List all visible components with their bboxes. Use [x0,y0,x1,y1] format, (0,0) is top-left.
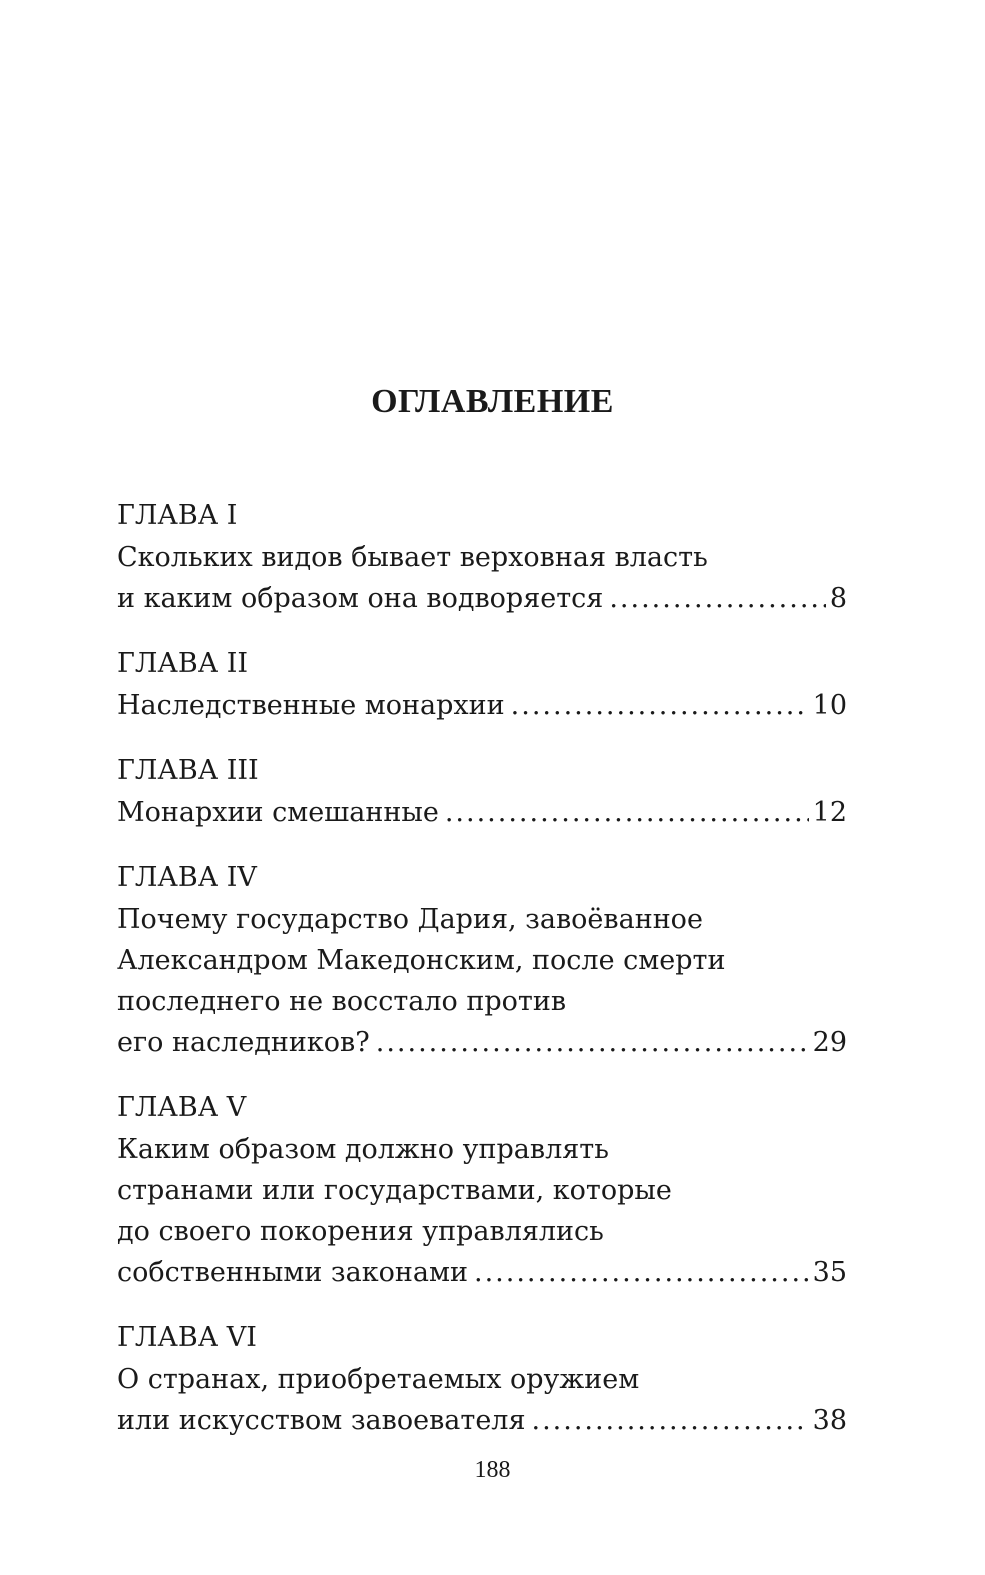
chapter-title-text: О странах, приобретаемых оружием [117,1364,640,1395]
chapter-title-line [117,940,847,981]
chapter-title-text: его наследников? [117,1027,370,1058]
chapter-title-text: и каким образом она водворяется [117,583,604,614]
table-of-contents [117,495,847,1465]
chapter-title-line [117,1170,847,1211]
chapter-page-number: 35 [812,1257,847,1288]
page-title: ОГЛАВЛЕНИЕ [371,383,614,420]
page-number: 188 [474,1457,511,1483]
chapter-title-text: собственными законами [117,1257,468,1288]
chapter-page-number: 12 [812,797,847,828]
chapter-title-line [117,1359,847,1400]
toc-chapter-1 [117,495,847,619]
chapter-title-last-line [117,1252,847,1293]
chapter-label: ГЛАВА III [117,755,259,786]
chapter-title-line [117,537,847,578]
chapter-title-line [117,899,847,940]
chapter-title-last-line [117,792,847,833]
toc-chapter-4 [117,857,847,1063]
chapter-title-line [117,1129,847,1170]
chapter-title-line [117,981,847,1022]
dot-leader [474,1252,809,1293]
chapter-label: ГЛАВА II [117,648,249,679]
chapter-page-number: 10 [812,690,847,721]
dot-leader [511,685,809,726]
chapter-title-last-line [117,1022,847,1063]
dot-leader [376,1022,809,1063]
toc-chapter-6 [117,1317,847,1441]
chapter-title-text: странами или государствами, которые [117,1175,672,1206]
chapter-label: ГЛАВА VI [117,1322,257,1353]
toc-chapter-2 [117,643,847,726]
dot-leader [609,578,825,619]
chapter-title-text: Каким образом должно управлять [117,1134,609,1165]
chapter-title-text: Наследственные монархии [117,690,505,721]
chapter-title-text: Александром Македонским, после смерти [117,945,726,976]
chapter-title-line [117,1211,847,1252]
chapter-label: ГЛАВА V [117,1092,247,1123]
dot-leader [531,1400,808,1441]
chapter-title-last-line [117,685,847,726]
dot-leader [445,792,809,833]
toc-chapter-3 [117,750,847,833]
chapter-page-number: 8 [829,583,847,614]
toc-chapter-5 [117,1087,847,1293]
chapter-title-text: до своего покорения управлялись [117,1216,604,1247]
chapter-title-text: последнего не восстало против [117,986,567,1017]
chapter-title-last-line [117,578,847,619]
chapter-page-number: 38 [812,1405,847,1436]
chapter-title-text: Скольких видов бывает верховная власть [117,542,708,573]
chapter-title-last-line [117,1400,847,1441]
chapter-title-text: или искусством завоевателя [117,1405,526,1436]
chapter-title-text: Монархии смешанные [117,797,439,828]
chapter-label: ГЛАВА I [117,500,238,531]
chapter-title-text: Почему государство Дария, завоёванное [117,904,703,935]
chapter-page-number: 29 [812,1027,847,1058]
chapter-label: ГЛАВА IV [117,862,257,893]
